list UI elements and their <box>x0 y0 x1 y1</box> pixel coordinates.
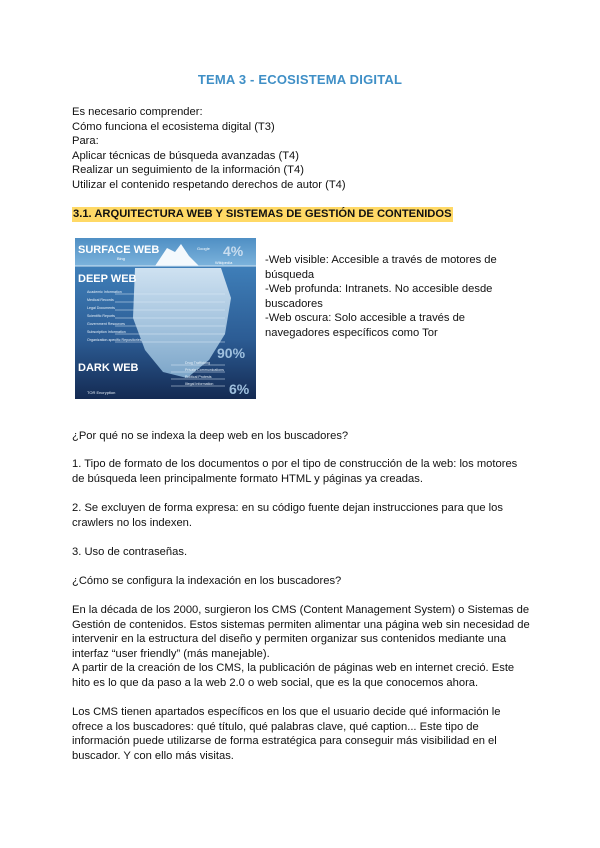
bing-label: Bing <box>117 256 126 261</box>
paragraph-line: 2. Se excluyen de forma expresa: en su código fuente dejan instrucciones para que los <box>72 502 503 514</box>
description-line: -Web visible: Accesible a través de motores de <box>265 254 497 266</box>
iceberg-image <box>75 238 256 399</box>
intro-line: Es necesario comprender: <box>72 106 203 118</box>
surface-web-label: SURFACE WEB <box>78 244 160 256</box>
iceberg-item: Drug Trafficking <box>185 361 211 365</box>
iceberg-item: Government Resources <box>87 322 125 326</box>
dark-web-label: DARK WEB <box>78 362 139 374</box>
iceberg-item: Scientific Reports <box>87 314 115 318</box>
iceberg-illustration <box>75 238 256 399</box>
deep-percent: 90% <box>217 345 246 361</box>
cms-seo-paragraph <box>72 705 532 763</box>
tor-label: TOR Encryption <box>87 390 116 395</box>
paragraph-line: ofrece a los buscadores: qué título, qué palabras clave, qué caption... Este tipo de <box>72 720 479 733</box>
dark-percent: 6% <box>229 381 250 397</box>
paragraph-line: hito es lo que da paso a la web 2.0 o web social, que es la que conocemos ahora. <box>72 676 479 689</box>
answer-3: 3. Uso de contraseñas. <box>72 546 188 558</box>
iceberg-item: Illegal Information <box>185 382 214 386</box>
question-indexing: ¿Cómo se configura la indexación en los buscadores? <box>72 575 342 587</box>
intro-line: Aplicar técnicas de búsqueda avanzadas (T4) <box>72 149 299 162</box>
deep-web-label: DEEP WEB <box>78 273 137 285</box>
paragraph-line: Los CMS tienen apartados específicos en los que el usuario decide qué información le <box>72 706 501 718</box>
iceberg-item: Political Protests <box>185 375 212 379</box>
iceberg-item: Medical Records <box>87 298 114 302</box>
paragraph-line: información puede utilizarse de forma estratégica para conseguir más visibilidad en el <box>72 735 497 748</box>
page-title: TEMA 3 - ECOSISTEMA DIGITAL <box>197 72 403 87</box>
wikipedia-label: Wikipedia <box>215 260 233 265</box>
paragraph-line: intervenir en la estructura del diseño y permiten organizar sus contenidos mediante una <box>72 633 507 646</box>
iceberg-item: Private Communications <box>185 368 224 372</box>
answer-2 <box>72 501 532 530</box>
description-line: -Web profunda: Intranets. No accesible desde <box>265 283 493 296</box>
iceberg-item: Subscription Information <box>87 330 126 334</box>
intro-line: Realizar un seguimiento de la información (T4) <box>72 164 304 177</box>
paragraph-line: Gestión de contenidos. Estos sistemas permiten alimentar una página web sin necesidad de <box>72 618 530 631</box>
google-label: Google <box>197 246 210 251</box>
intro-line: Cómo funciona el ecosistema digital (T3) <box>72 120 275 133</box>
answer-1 <box>72 457 532 486</box>
description-line: -Web oscura: Solo accesible a través de <box>265 312 466 325</box>
paragraph-line: A partir de la creación de los CMS, la publicación de páginas web en internet creció. Este <box>72 662 515 675</box>
question-deep-web: ¿Por qué no se indexa la deep web en los buscadores? <box>72 430 349 442</box>
surface-percent: 4% <box>223 243 244 259</box>
intro-line: Utilizar el contenido respetando derechos de autor (T4) <box>72 178 346 191</box>
intro-line: Para: <box>72 135 99 148</box>
cms-paragraph <box>72 603 532 691</box>
paragraph-line: buscador. Y con ello más visitas. <box>72 749 234 762</box>
paragraph-line: de búsqueda leen principalmente formato HTML y páginas ya creadas. <box>72 472 423 485</box>
description-line: navegadores específicos como Tor <box>265 326 438 339</box>
description-line: búsqueda <box>265 268 315 281</box>
iceberg-item: Academic Information <box>87 290 122 294</box>
intro-block <box>72 105 532 193</box>
web-layers-description <box>265 253 505 341</box>
description-line: buscadores <box>265 297 323 310</box>
paragraph-line: 1. Tipo de formato de los documentos o por el tipo de construcción de la web: los motores <box>72 458 518 470</box>
paragraph-line: crawlers no los indexen. <box>72 516 193 529</box>
paragraph-line: En la década de los 2000, surgieron los CMS (Content Management System) o Sistemas de <box>72 604 530 616</box>
iceberg-item: Legal Documents <box>87 306 115 310</box>
iceberg-item: Organization-specific Repositories <box>87 338 142 342</box>
section-heading: 3.1. ARQUITECTURA WEB Y SISTEMAS DE GESTIÓN DE CONTENIDOS <box>73 208 452 220</box>
paragraph-line: interfaz “user friendly” (más manejable). <box>72 647 270 660</box>
